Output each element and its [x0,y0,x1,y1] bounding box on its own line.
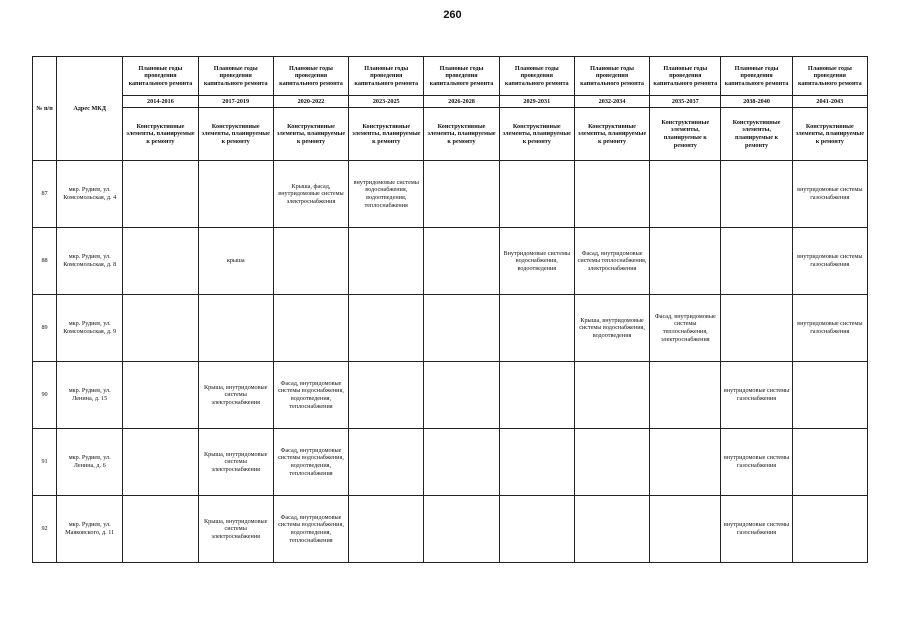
period-title-header: Плановые годы проведения капитального ремонта [123,57,198,96]
repair-work-cell [349,295,424,362]
repair-work-cell: внутридомовые системы водоснабжения, водоотведения, теплоснабжения [349,161,424,228]
table-row [33,161,868,228]
page-number: 260 [443,9,462,21]
repair-work-cell [650,496,721,563]
repair-work-cell: Фасад, внутридомовые системы водоснабжения, водоотведения, теплоснабжения [273,362,348,429]
repair-work-cell [123,161,198,228]
table-body [33,161,868,563]
repair-work-cell: Фасад, внутридомовые системы водоснабжения, водоотведения, теплоснабжения [273,496,348,563]
period-title-header: Плановые годы проведения капитального ремонта [424,57,499,96]
building-address: мкр. Рудиев, ул. Комсомольская, д. 9 [57,295,123,362]
repair-work-cell [349,228,424,295]
table-row [33,295,868,362]
elements-header: Конструктивные элементы, планируемые к ремонту [574,108,649,161]
elements-header: Конструктивные элементы, планируемые к ремонту [499,108,574,161]
row-number: 90 [33,362,57,429]
period-title-header: Плановые годы проведения капитального ремонта [198,57,273,96]
period-title-header: Плановые годы проведения капитального ремонта [721,57,792,96]
period-year-range: 2029-2031 [499,96,574,108]
repair-work-cell [499,362,574,429]
period-year-range: 2014-2016 [123,96,198,108]
repair-work-cell: Крыша, внутридомовые системы электроснабжения [198,496,273,563]
repair-work-cell [721,228,792,295]
period-year-range: 2035-2037 [650,96,721,108]
repair-work-cell: внутридомовые системы газоснабжения [792,161,867,228]
repair-work-cell [650,228,721,295]
repair-work-cell [273,228,348,295]
table-row [33,362,868,429]
period-title-header: Плановые годы проведения капитального ремонта [349,57,424,96]
repair-work-cell [650,429,721,496]
repair-work-cell: внутридомовые системы газоснабжения [721,429,792,496]
period-year-range: 2038-2040 [721,96,792,108]
elements-header: Конструктивные элементы, планируемые к ремонту [198,108,273,161]
repair-work-cell [349,429,424,496]
repair-work-cell [349,362,424,429]
repair-work-cell [792,496,867,563]
repair-work-cell [499,496,574,563]
repair-work-cell [499,295,574,362]
period-year-range: 2041-2043 [792,96,867,108]
period-title-header: Плановые годы проведения капитального ремонта [499,57,574,96]
period-title-header: Плановые годы проведения капитального ремонта [273,57,348,96]
period-year-range: 2020-2022 [273,96,348,108]
repair-work-cell [424,429,499,496]
elements-header: Конструктивные элементы, планируемые к ремонту [273,108,348,161]
elements-header: Конструктивные элементы, планируемые к ремонту [424,108,499,161]
repair-work-cell [574,429,649,496]
row-number: 91 [33,429,57,496]
repair-work-cell [424,228,499,295]
period-year-range: 2026-2028 [424,96,499,108]
repair-work-cell: Фасад, внутридомовые системы теплоснабжения, электроснабжения [650,295,721,362]
table-row [33,496,868,563]
period-title-header: Плановые годы проведения капитального ремонта [792,57,867,96]
repair-work-cell: Крыша, внутридомовые системы электроснабжения [198,362,273,429]
repair-work-cell [123,429,198,496]
repair-work-cell [574,362,649,429]
building-address: мкр. Рудиев, ул. Ленина, д. 15 [57,362,123,429]
row-number: 87 [33,161,57,228]
repair-work-cell [424,295,499,362]
repair-work-cell [721,295,792,362]
repair-work-cell: внутридомовые системы газоснабжения [792,228,867,295]
elements-header: Конструктивные элементы, планируемые к ремонту [123,108,198,161]
repair-work-cell [424,161,499,228]
repair-work-cell: Крыша, внутридомовые системы водоснабжения, водоотведения [574,295,649,362]
repair-work-cell [123,228,198,295]
number-column-header: № п/п [33,57,57,161]
repair-work-cell: Внутридомовые системы водоснабжения, водоотведения [499,228,574,295]
repair-work-cell: крыша [198,228,273,295]
repair-work-cell: внутридомовые системы газоснабжения [721,496,792,563]
repair-work-cell: внутридомовые системы газоснабжения [721,362,792,429]
repair-work-cell [499,161,574,228]
repair-work-cell [123,496,198,563]
elements-header: Конструктивные элементы, планируемые к ремонту [721,108,792,161]
period-year-range: 2017-2019 [198,96,273,108]
table-row [33,429,868,496]
elements-header: Конструктивные элементы, планируемые к ремонту [349,108,424,161]
repair-work-cell [198,295,273,362]
building-address: мкр. Рудиев, ул. Комсомольская, д. 8 [57,228,123,295]
elements-header: Конструктивные элементы, планируемые к ремонту [650,108,721,161]
row-number: 89 [33,295,57,362]
repair-work-cell: внутридомовые системы газоснабжения [792,295,867,362]
repair-work-cell [499,429,574,496]
repair-work-cell: Крыша, фасад, внутридомовые системы электроснабжения [273,161,348,228]
repair-work-cell [792,429,867,496]
repair-work-cell: Фасад, внутридомовые системы теплоснабжения, электроснабжения [574,228,649,295]
period-year-range: 2032-2034 [574,96,649,108]
table-row [33,228,868,295]
repair-work-cell [198,161,273,228]
repair-work-cell [123,295,198,362]
repair-work-cell [650,161,721,228]
repair-work-cell [574,161,649,228]
address-column-header: Адрес МКД [57,57,123,161]
period-title-header: Плановые годы проведения капитального ремонта [574,57,649,96]
repair-work-cell: Крыша, внутридомовые системы электроснабжения [198,429,273,496]
repair-work-cell [650,362,721,429]
repair-work-cell [574,496,649,563]
repair-work-cell [123,362,198,429]
building-address: мкр. Рудиев, ул. Маяковского, д. 11 [57,496,123,563]
repair-work-cell [721,161,792,228]
repair-work-cell [792,362,867,429]
repair-work-cell [424,496,499,563]
repair-work-cell: Фасад, внутридомовые системы водоснабжения, водоотведения, теплоснабжения [273,429,348,496]
period-year-range: 2023-2025 [349,96,424,108]
table-header [33,57,868,161]
row-number: 92 [33,496,57,563]
row-number: 88 [33,228,57,295]
building-address: мкр. Рудиев, ул. Комсомольская, д. 4 [57,161,123,228]
capital-repair-plan-table [32,56,868,563]
building-address: мкр. Рудиев, ул. Ленина, д. 6 [57,429,123,496]
repair-work-cell [273,295,348,362]
period-title-header: Плановые годы проведения капитального ремонта [650,57,721,96]
repair-work-cell [349,496,424,563]
repair-work-cell [424,362,499,429]
elements-header: Конструктивные элементы, планируемые к ремонту [792,108,867,161]
